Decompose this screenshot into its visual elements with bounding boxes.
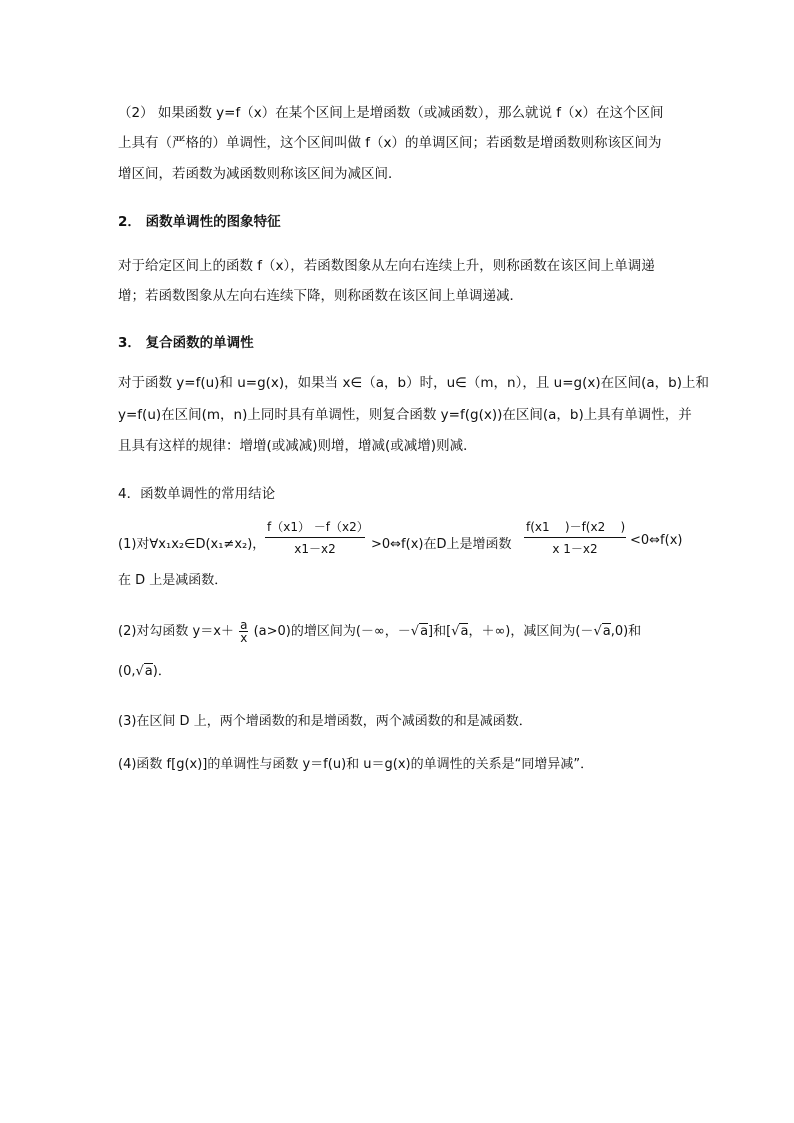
c2-line1 — [118, 619, 641, 644]
c1-frac2-denominator: x 1－x2 — [552, 542, 598, 556]
c2-frac-denominator: x — [240, 631, 248, 645]
para2-line1: 对于给定区间上的函数 f（x），若函数图象从左向右连续上升，则称函数在该区间上单调递 — [118, 258, 655, 274]
sqrt-icon: √ — [593, 624, 602, 639]
c1-line2: 在 D 上是减函数． — [118, 573, 228, 588]
heading-4: 4．函数单调性的常用结论 — [118, 486, 276, 502]
c1-frac1-denominator: x1－x2 — [294, 542, 336, 556]
c2-part5: ,0)和 — [610, 624, 642, 639]
para2-line2: 增；若函数图象从左向右连续下降，则称函数在该区间上单调递减． — [118, 288, 523, 304]
heading-3: 3． 复合函数的单调性 — [118, 335, 254, 351]
heading-2: 2． 函数单调性的图象特征 — [118, 214, 281, 230]
para3-line3: 且具有这样的规律：增增(或减减)则增，增减(或减增)则减． — [118, 438, 477, 454]
c1-prefix: (1)对∀x₁x₂∈D(x₁≠x₂)， — [118, 537, 266, 552]
para1-line3: 增区间，若函数为减函数则称该区间为减区间． — [118, 166, 402, 182]
c2-fraction — [239, 619, 248, 644]
c1-fraction-2 — [524, 518, 626, 557]
c3-line: (3)在区间 D 上，两个增函数的和是增函数，两个减函数的和是减函数． — [118, 714, 532, 729]
para3-line2: y=f(u)在区间(m，n)上同时具有单调性，则复合函数 y=f(g(x))在区间(a，b)上具有单调性，并 — [118, 407, 692, 423]
sqrt-radicand-1: a — [420, 624, 429, 639]
c2-line2 — [118, 660, 171, 679]
c2-part2: (a>0)的增区间为(－∞，－ — [253, 624, 411, 639]
c1-mid: >0⇔f(x)在D上是增函数 — [371, 537, 512, 552]
c2-part1: (2)对勾函数 y＝x＋ — [118, 624, 234, 639]
c1-frac2-numerator: f(x1 )－f(x2 ) — [524, 518, 626, 538]
c2-part4: ，＋∞)，减区间为(－ — [468, 624, 594, 639]
para1-line2: 上具有（严格的）单调性，这个区间叫做 f（x）的单调区间；若函数是增函数则称该区间为 — [118, 135, 662, 151]
para3-line1: 对于函数 y=f(u)和 u=g(x)，如果当 x∈（a，b）时，u∈（m，n），且 u=g(x)在区间(a，b)上和 — [118, 375, 709, 391]
c2-line2-pre: (0, — [118, 664, 136, 679]
c2-line2-post: )． — [152, 664, 171, 679]
c2-frac-numerator: a — [240, 618, 248, 632]
c2-part3: ]和[ — [428, 624, 452, 639]
para1-line1: （2） 如果函数 y=f（x）在某个区间上是增函数（或减函数），那么就说 f（x）在这个区间 — [118, 105, 664, 121]
sqrt-radicand-2: a — [460, 624, 469, 639]
c4-line: (4)函数 f[g(x)]的单调性与函数 y＝f(u)和 u＝g(x)的单调性的关系是“同增异减”． — [118, 757, 594, 772]
sqrt-icon: √ — [451, 624, 460, 639]
c1-fraction-1 — [265, 518, 369, 557]
sqrt-radicand-3: a — [602, 624, 611, 639]
sqrt-icon: √ — [135, 664, 144, 679]
c1-frac1-numerator: f（x1） －f（x2） — [265, 518, 365, 538]
c1-suffix: <0⇔f(x) — [630, 533, 683, 548]
sqrt-radicand-4: a — [144, 664, 153, 679]
sqrt-icon: √ — [410, 624, 420, 639]
